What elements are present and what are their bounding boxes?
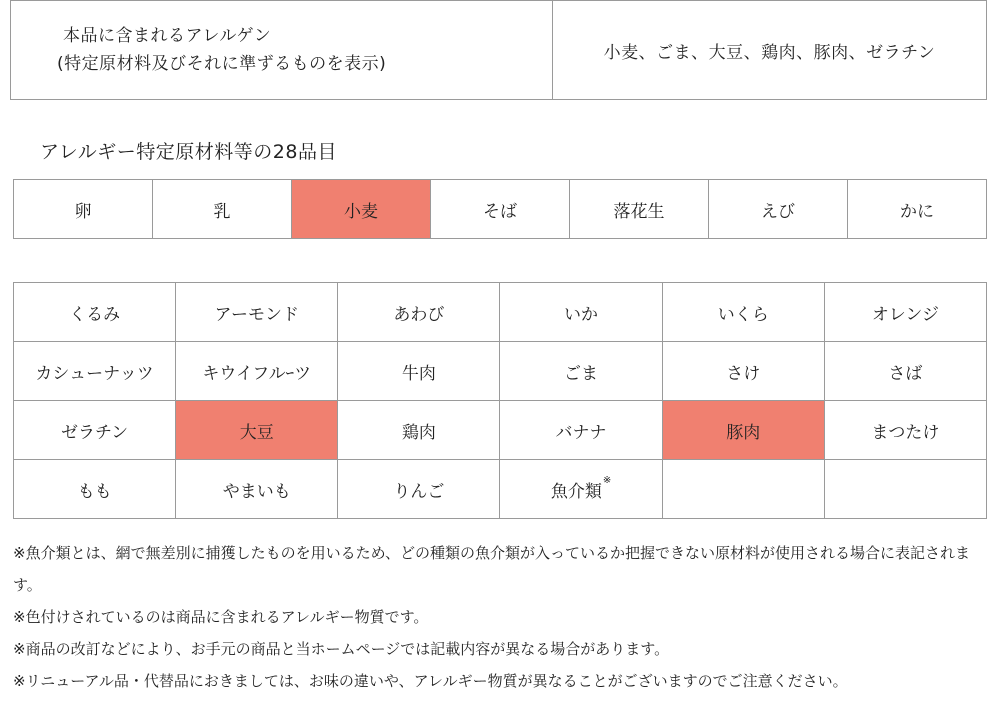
allergen-label: くるみ [69, 304, 121, 325]
allergen-cell [176, 401, 338, 460]
allergen-label: キウイフルｰツ [202, 363, 312, 384]
allergen-label: 牛肉 [401, 363, 436, 384]
note-fish: ※魚介類とは、網で無差別に捕獲したものを用いるため、どの種類の魚介類が入っているか把握できない原材料が使用される場合に表記されます。 [13, 544, 970, 594]
allergen-cell [338, 283, 500, 342]
allergen-cell [176, 283, 338, 342]
allergen-cell [662, 401, 824, 460]
allergen-cell [500, 401, 662, 460]
summary-row [11, 1, 987, 100]
empty-cell [824, 460, 986, 519]
allergen-label: やまいも [222, 481, 291, 502]
summary-value: 小麦、ごま、大豆、鶏肉、豚肉、ゼラチン [553, 1, 987, 100]
allergen-cell [338, 342, 500, 401]
allergen-label: いか [564, 304, 599, 325]
allergen-cell [824, 401, 986, 460]
allergen-cell [14, 180, 153, 239]
allergen-cell [292, 180, 431, 239]
section-title: アレルギー特定原材料等の28品目 [40, 141, 337, 163]
allergen-label: 小麦 [344, 201, 378, 222]
allergen-cell [500, 460, 662, 519]
allergen-label: あわび [393, 304, 445, 325]
allergen-row [14, 401, 987, 460]
allergen-cell [338, 460, 500, 519]
allergen-cell [338, 401, 500, 460]
allergen-row [14, 283, 987, 342]
specific-allergen-table [13, 179, 987, 239]
allergen-cell [14, 401, 176, 460]
allergen-label: そば [483, 201, 517, 222]
summary-label-line1: 本品に含まれるアレルゲン [63, 26, 272, 46]
allergen-label: 豚肉 [726, 422, 761, 443]
allergen-summary-table [10, 0, 987, 100]
allergen-row [14, 460, 987, 519]
other-allergen-table [13, 282, 987, 519]
allergen-cell [176, 342, 338, 401]
allergen-label: いくら [717, 304, 769, 325]
allergen-label: もも [77, 481, 112, 502]
allergen-cell [14, 342, 176, 401]
allergen-label: 魚介類 [550, 481, 602, 502]
allergen-cell [431, 180, 570, 239]
allergen-label: 大豆 [239, 422, 274, 443]
allergen-cell [848, 180, 987, 239]
allergen-label: オレンジ [871, 304, 939, 325]
summary-label-line2: (特定原材料及びそれに準ずるものを表示) [57, 54, 387, 74]
allergen-label: 乳 [213, 201, 231, 222]
allergen-label: 卵 [74, 201, 92, 222]
empty-cell [662, 460, 824, 519]
allergen-label: ごま [564, 363, 599, 384]
notes [13, 537, 998, 697]
allergen-label: アーモンド [214, 304, 299, 325]
allergen-label: りんご [393, 481, 445, 502]
allergen-cell [500, 342, 662, 401]
note-revision: ※商品の改訂などにより、お手元の商品と当ホームページでは記載内容が異なる場合があります。 [13, 640, 670, 658]
allergen-label: バナナ [555, 422, 607, 443]
allergen-cell [14, 283, 176, 342]
footnote-mark: ※ [602, 474, 612, 486]
allergen-label: さけ [726, 363, 761, 384]
allergen-cell [662, 283, 824, 342]
allergen-cell [570, 180, 709, 239]
allergen-label: まつたけ [871, 422, 940, 443]
allergen-label: 落花生 [613, 201, 665, 222]
allergen-row [14, 342, 987, 401]
allergen-cell [824, 283, 986, 342]
allergen-label: さば [888, 363, 923, 384]
allergen-cell [709, 180, 848, 239]
allergen-label: カシューナッツ [35, 363, 154, 384]
allergen-cell [176, 460, 338, 519]
allergen-label: ゼラチン [61, 422, 129, 443]
allergen-cell [14, 460, 176, 519]
summary-label [11, 1, 553, 100]
allergen-cell [662, 342, 824, 401]
allergen-label: かに [900, 201, 934, 222]
allergen-label: 鶏肉 [401, 422, 436, 443]
note-renewal: ※リニューアル品・代替品におきましては、お味の違いや、アレルギー物質が異なることがございますのでご注意ください。 [13, 672, 848, 690]
allergen-cell [153, 180, 292, 239]
note-colored: ※色付けされているのは商品に含まれるアレルギー物質です。 [13, 608, 429, 626]
allergen-label: えび [761, 201, 795, 222]
allergen-cell [824, 342, 986, 401]
allergen-cell [500, 283, 662, 342]
specific-allergen-row [14, 180, 987, 239]
